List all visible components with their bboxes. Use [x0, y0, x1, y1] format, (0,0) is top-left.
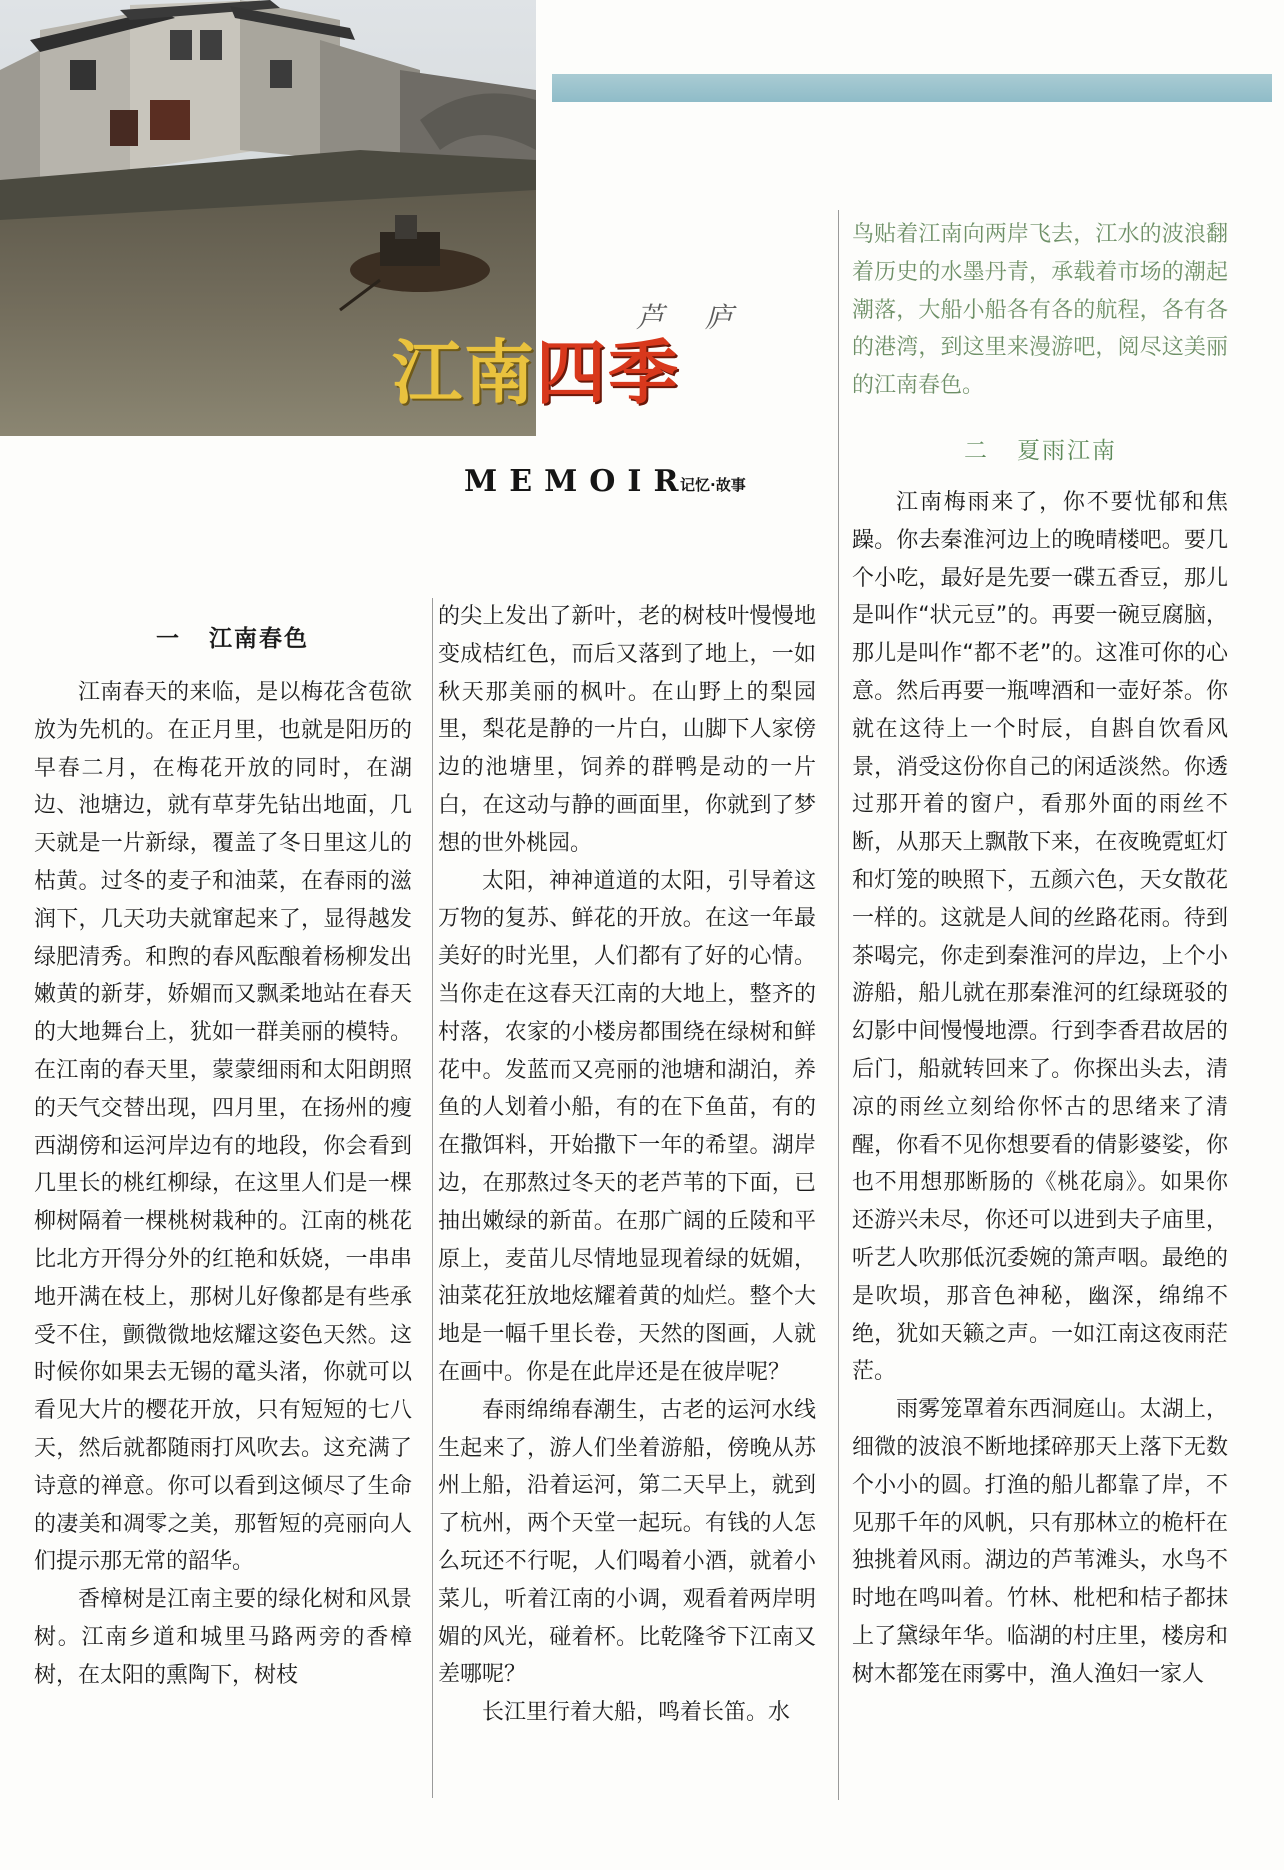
column-1 [34, 674, 412, 1695]
intro-paragraph [852, 216, 1228, 405]
section-2-title: 夏雨江南 [1017, 438, 1117, 464]
col2-paragraph: 春雨绵绵春潮生，古老的运河水线生起来了，游人们坐着游船，傍晚从苏州上船，沿着运河，第二天早上，就到了杭州，两个天堂一起玩。有钱的人怎么玩还不行呢，人们喝着小酒，就着小菜儿，听着江南的小调，观看着两岸明媚的风光，碰着杯。比乾隆爷下江南又差哪呢？ [438, 1397, 816, 1688]
column-2 [438, 598, 816, 1732]
col1-paragraph: 香樟树是江南主要的绿化树和风景树。江南乡道和城里马路两旁的香樟树，在太阳的熏陶下，树枝 [34, 1587, 412, 1688]
intro-text: 鸟贴着江南向两岸飞去，江水的波浪翻着历史的水墨丹青，承载着市场的潮起潮落，大船小船各有各的航程，各有各的港湾，到这里来漫游吧，阅尽这美丽的江南春色。 [852, 222, 1228, 399]
section-2-heading [964, 432, 1117, 465]
column-divider-1 [432, 598, 433, 1798]
column-3 [852, 484, 1228, 1694]
col2-paragraph: 长江里行着大船，鸣着长笛。水 [482, 1700, 791, 1726]
author-name: 芦 庐 [636, 301, 749, 334]
title-part-siji: 四季 [536, 332, 680, 414]
section-sublabel: 记忆·故事 [680, 476, 746, 494]
title-part-jiangnan: 江南 [392, 332, 536, 414]
col3-paragraph: 雨雾笼罩着东西洞庭山。太湖上，细微的波浪不断地揉碎那天上落下无数个小小的圆。打渔的船儿都靠了岸，不见那千年的风帆，只有那林立的桅杆在独挑着风雨。湖边的芦苇滩头，水鸟不时地在鸣叫着。竹林、枇杷和桔子都抹上了黛绿年华。临湖的村庄里，楼房和树木都笼在雨雾中，渔人渔妇一家人 [852, 1397, 1228, 1687]
section-1-number: 一 [156, 626, 181, 652]
article-title [392, 332, 680, 414]
decorative-header-bar [552, 74, 1272, 102]
section-label: MEMOIR [464, 464, 691, 499]
column-divider-2 [838, 210, 839, 1800]
section-1-title: 江南春色 [209, 626, 309, 652]
col3-paragraph: 江南梅雨来了，你不要忧郁和焦躁。你去秦淮河边上的晚晴楼吧。要几个小吃，最好是先要一碟五香豆，那儿是叫作“状元豆”的。再要一碗豆腐脑，那儿是叫作“都不老”的。这准可你的心意。然后再要一瓶啤酒和一壶好茶。你就在这待上一个时辰，自斟自饮看风景，消受这份你自己的闲适淡然。你透过那开着的窗户，看那外面的雨丝不断，从那天上飘散下来，在夜晚霓虹灯和灯笼的映照下，五颜六色，天女散花一样的。这就是人间的丝路花雨。待到茶喝完，你走到秦淮河的岸边，上个小游船，船儿就在那秦淮河的红绿斑驳的幻影中间慢慢地漂。行到李香君故居的后门，船就转回来了。你探出头去，清凉的雨丝立刻给你怀古的思绪来了清醒，你看不见你想要看的倩影婆娑，你也不用想那断肠的《桃花扇》。如果你还游兴未尽，你还可以进到夫子庙里，听艺人吹那低沉委婉的箫声咽。最绝的是吹埙，那音色神秘，幽深，绵绵不绝，犹如天籁之声。一如江南这夜雨茫茫。 [852, 490, 1228, 1385]
col2-paragraph: 的尖上发出了新叶，老的树枝叶慢慢地变成桔红色，而后又落到了地上，一如秋天那美丽的枫叶。在山野上的梨园里，梨花是静的一片白，山脚下人家傍边的池塘里，饲养的群鸭是动的一片白，在这动与静的画面里，你就到了梦想的世外桃园。 [438, 604, 816, 856]
section-1-heading [156, 620, 309, 653]
section-2-number: 二 [964, 438, 989, 464]
col1-paragraph: 江南春天的来临，是以梅花含苞欲放为先机的。在正月里，也就是阳历的早春二月，在梅花开放的同时，在湖边、池塘边，就有草芽先钻出地面，几天就是一片新绿，覆盖了冬日里这儿的枯黄。过冬的麦子和油菜，在春雨的滋润下，几天功夫就窜起来了，显得越发绿肥清秀。和煦的春风酝酿着杨柳发出嫩黄的新芽，娇媚而又飘柔地站在春天的大地舞台上，犹如一群美丽的模特。在江南的春天里，蒙蒙细雨和太阳朗照的天气交替出现，四月里，在扬州的瘦西湖傍和运河岸边有的地段，你会看到几里长的桃红柳绿，在这里人们是一棵柳树隔着一棵桃树栽种的。江南的桃花比北方开得分外的红艳和妖娆，一串串地开满在枝上，那树儿好像都是有些承受不住，颤微微地炫耀这姿色天然。这时候你如果去无锡的鼋头渚，你就可以看见大片的樱花开放，只有短短的七八天，然后就都随雨打风吹去。这充满了诗意的禅意。你可以看到这倾尽了生命的凄美和凋零之美，那暂短的亮丽向人们提示那无常的韶华。 [34, 680, 412, 1575]
col2-paragraph: 太阳，神神道道的太阳，引导着这万物的复苏、鲜花的开放。在这一年最美好的时光里，人们都有了好的心情。当你走在这春天江南的大地上，整齐的村落，农家的小楼房都围绕在绿树和鲜花中。发蓝而又亮丽的池塘和湖泊，养鱼的人划着小船，有的在下鱼苗，有的在撒饵料，开始撒下一年的希望。湖岸边，在那熬过冬天的老芦苇的下面，已抽出嫩绿的新苗。在那广阔的丘陵和平原上，麦苗儿尽情地显现着绿的妩媚，油菜花狂放地炫耀着黄的灿烂。整个大地是一幅千里长卷，天然的图画，人就在画中。你是在此岸还是在彼岸呢？ [438, 868, 816, 1385]
